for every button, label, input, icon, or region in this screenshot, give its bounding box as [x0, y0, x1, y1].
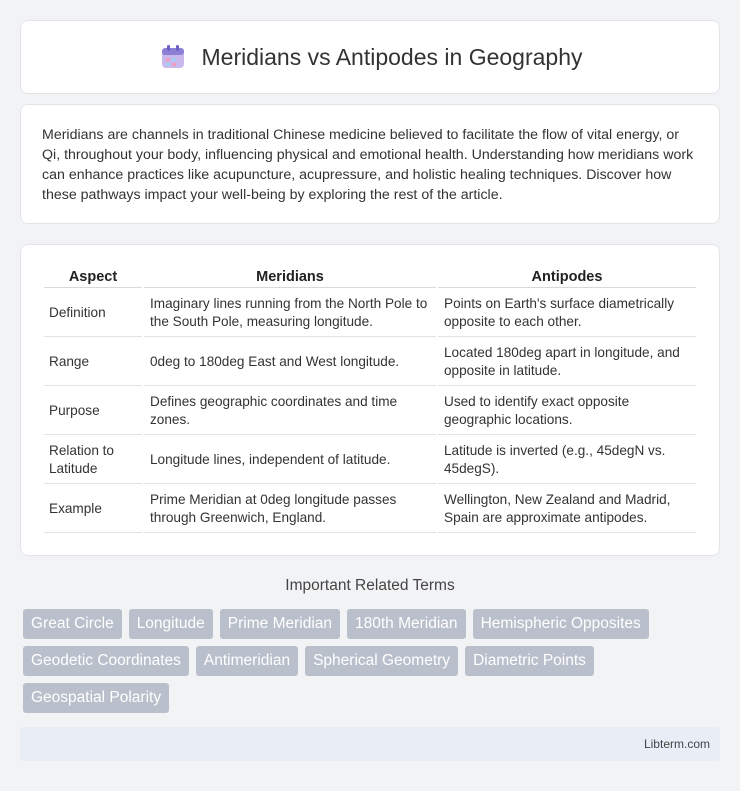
table-row: [44, 486, 696, 533]
table-row: [44, 290, 696, 337]
tag-longitude[interactable]: Longitude: [129, 609, 213, 639]
title-wrap: [158, 42, 583, 72]
table-header-row: [44, 266, 696, 288]
row-aspect: Purpose: [44, 388, 142, 435]
intro-text: Meridians are channels in traditional Chinese medicine believed to facilitate the flow of vital energy, or Qi, throughout your body, influencing physical and emotional health. Understanding how meridians work can enhance practices like acupuncture, acupressure, and holistic healing techniques. Discover how these pathways impact your well-being by exploring the rest of the article.: [42, 127, 694, 203]
tag-diametric-points[interactable]: Diametric Points: [465, 646, 594, 676]
tag-prime-meridian[interactable]: Prime Meridian: [220, 609, 340, 639]
row-aspect: Range: [44, 339, 142, 386]
comparison-table-card: [20, 244, 720, 556]
header-antipodes: Antipodes: [438, 266, 696, 288]
footer-site-link[interactable]: Libterm.com: [643, 737, 710, 751]
intro-card: [20, 104, 720, 224]
row-aspect: Definition: [44, 290, 142, 337]
row-meridians: 0deg to 180deg East and West longitude.: [144, 339, 436, 386]
table-row: [44, 388, 696, 435]
calendar-icon: [158, 42, 188, 72]
row-antipodes: Points on Earth's surface diametrically opposite to each other.: [438, 290, 696, 337]
row-meridians: Defines geographic coordinates and time zones.: [144, 388, 436, 435]
header-aspect: Aspect: [44, 266, 142, 288]
related-terms-title: Important Related Terms: [285, 577, 455, 594]
row-antipodes: Used to identify exact opposite geographic locations.: [438, 388, 696, 435]
tag-geospatial-polarity[interactable]: Geospatial Polarity: [23, 683, 169, 713]
row-antipodes: Latitude is inverted (e.g., 45degN vs. 45degS).: [438, 437, 696, 484]
tag-hemispheric-opposites[interactable]: Hemispheric Opposites: [473, 609, 649, 639]
row-aspect: Relation to Latitude: [44, 437, 142, 484]
row-antipodes: Wellington, New Zealand and Madrid, Spain are approximate antipodes.: [438, 486, 696, 533]
row-meridians: Prime Meridian at 0deg longitude passes through Greenwich, England.: [144, 486, 436, 533]
tag-geodetic-coordinates[interactable]: Geodetic Coordinates: [23, 646, 189, 676]
row-meridians: Longitude lines, independent of latitude.: [144, 437, 436, 484]
footer: [20, 727, 720, 761]
tag-180th-meridian[interactable]: 180th Meridian: [347, 609, 466, 639]
row-meridians: Imaginary lines running from the North Pole to the South Pole, measuring longitude.: [144, 290, 436, 337]
header-card: [20, 20, 720, 94]
table-row: [44, 437, 696, 484]
tag-antimeridian[interactable]: Antimeridian: [196, 646, 298, 676]
header-meridians: Meridians: [144, 266, 436, 288]
page-title: Meridians vs Antipodes in Geography: [201, 43, 583, 70]
tag-spherical-geometry[interactable]: Spherical Geometry: [305, 646, 458, 676]
table-row: [44, 339, 696, 386]
row-aspect: Example: [44, 486, 142, 533]
tag-great-circle[interactable]: Great Circle: [23, 609, 122, 639]
row-antipodes: Located 180deg apart in longitude, and opposite in latitude.: [438, 339, 696, 386]
comparison-table: [42, 264, 698, 535]
related-terms-tags: [23, 609, 723, 713]
